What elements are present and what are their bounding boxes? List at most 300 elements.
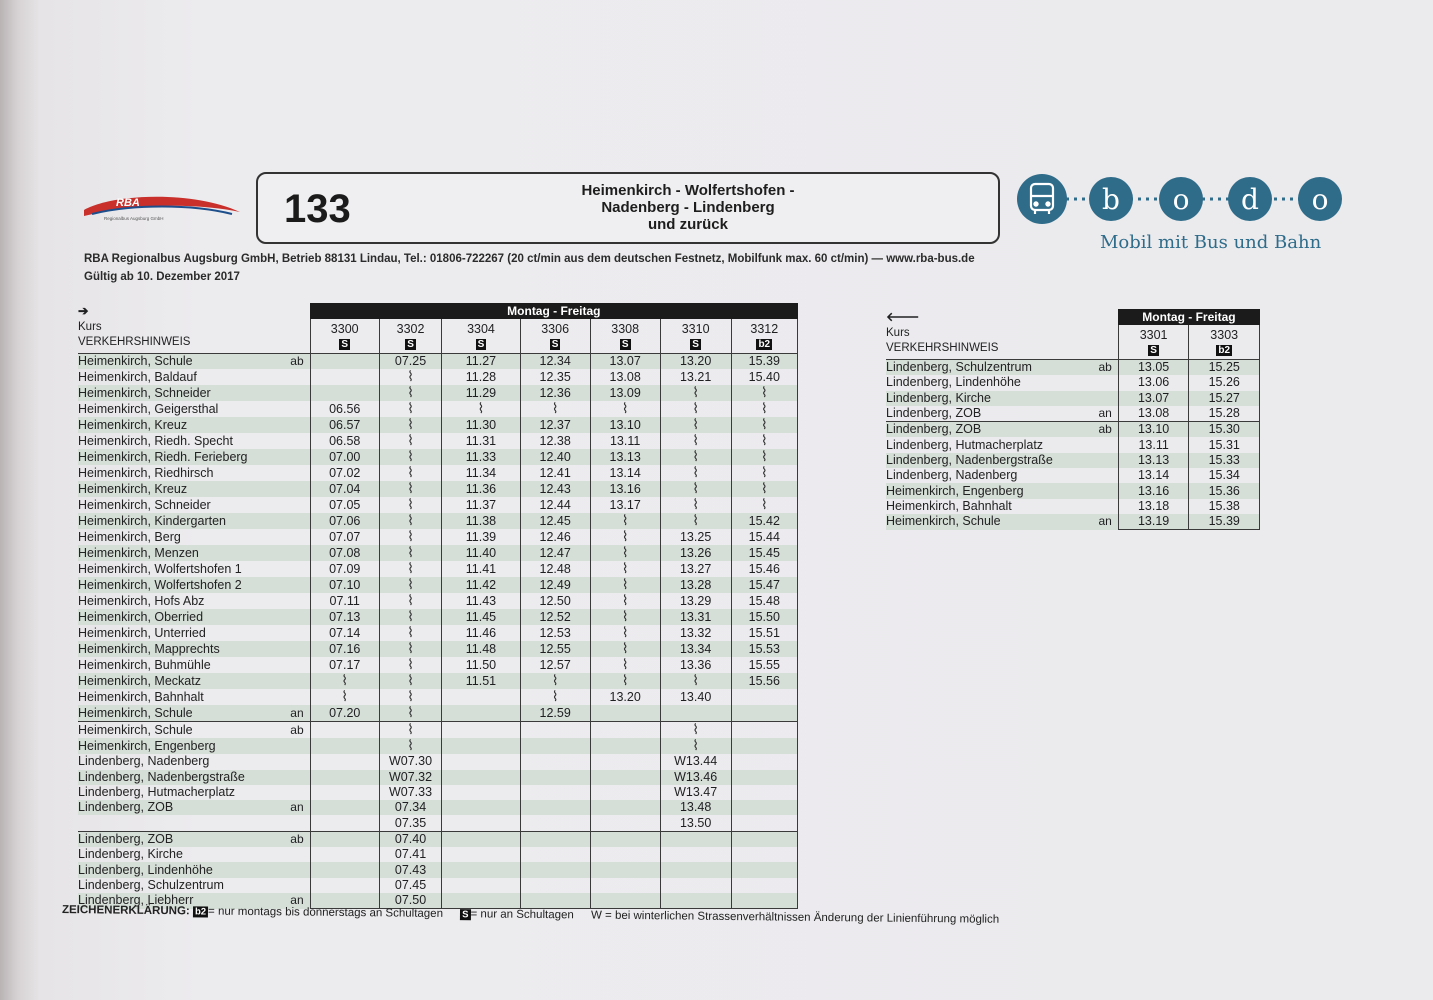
time-cell bbox=[731, 800, 797, 815]
valid-from: Gültig ab 10. Dezember 2017 bbox=[84, 271, 240, 283]
time-cell: 11.42 bbox=[442, 577, 520, 593]
time-cell: 07.05 bbox=[310, 497, 379, 513]
pass-through-icon: ⌇ bbox=[520, 673, 590, 689]
table-row bbox=[78, 705, 798, 722]
time-cell: 07.07 bbox=[310, 529, 379, 545]
time-cell bbox=[590, 705, 660, 722]
time-cell: 12.48 bbox=[520, 561, 590, 577]
table-row bbox=[886, 391, 1260, 406]
time-cell: 11.27 bbox=[442, 354, 520, 370]
arrival-departure-mark: ab bbox=[248, 722, 311, 739]
time-cell bbox=[520, 847, 590, 862]
table-row bbox=[78, 417, 798, 433]
time-cell bbox=[442, 738, 520, 754]
table-row bbox=[886, 453, 1260, 468]
time-cell: 13.06 bbox=[1118, 375, 1189, 390]
pass-through-icon: ⌇ bbox=[379, 673, 442, 689]
time-cell: 07.10 bbox=[310, 577, 379, 593]
stop-name: Heimenkirch, Schule bbox=[78, 354, 248, 370]
time-cell: 07.16 bbox=[310, 641, 379, 657]
time-cell: 11.33 bbox=[442, 449, 520, 465]
pass-through-icon: ⌇ bbox=[379, 497, 442, 513]
pass-through-icon: ⌇ bbox=[731, 385, 797, 401]
trip-number: 3303 bbox=[1210, 328, 1239, 342]
pass-through-icon: ⌇ bbox=[520, 689, 590, 705]
stop-name: Heimenkirch, Unterried bbox=[78, 625, 206, 640]
time-cell bbox=[310, 369, 379, 385]
time-cell bbox=[310, 785, 379, 800]
pass-through-icon: ⌇ bbox=[731, 465, 797, 481]
table-row bbox=[78, 831, 798, 847]
time-cell: 13.07 bbox=[1118, 391, 1189, 406]
table-row bbox=[78, 401, 798, 417]
time-cell: 07.06 bbox=[310, 513, 379, 529]
stop-name: Lindenberg, ZOB bbox=[78, 831, 248, 847]
trip-header-3304 bbox=[442, 319, 520, 354]
stop-name: Heimenkirch, Schneider bbox=[78, 385, 248, 401]
arrival-departure-mark bbox=[248, 625, 311, 641]
legend-item-b2 bbox=[193, 905, 443, 920]
stop-name: Heimenkirch, Riedh. Specht bbox=[78, 433, 233, 448]
time-cell: 07.00 bbox=[310, 449, 379, 465]
arrival-departure-mark bbox=[248, 878, 311, 893]
time-cell: 12.40 bbox=[520, 449, 590, 465]
arrival-departure-mark: ab bbox=[1053, 422, 1119, 438]
hinweis-label: VERKEHRSHINWEIS bbox=[78, 336, 191, 348]
table-row bbox=[78, 738, 798, 754]
time-cell: 15.39 bbox=[1189, 514, 1260, 530]
stop-name: Heimenkirch, Wolfertshofen 1 bbox=[78, 561, 242, 576]
arrival-departure-mark bbox=[248, 689, 311, 705]
pass-through-icon: ⌇ bbox=[731, 417, 797, 433]
time-cell bbox=[442, 878, 520, 893]
trip-header-3312 bbox=[731, 319, 797, 354]
time-cell bbox=[590, 785, 660, 800]
table-row bbox=[78, 641, 798, 657]
bodo-letter-o1: o bbox=[1172, 183, 1190, 216]
time-cell bbox=[310, 385, 379, 401]
time-cell: 13.08 bbox=[1118, 406, 1189, 422]
stop-name: Heimenkirch, Menzen bbox=[78, 545, 248, 561]
table-row bbox=[78, 369, 798, 385]
stop-name: Heimenkirch, Berg bbox=[78, 529, 181, 544]
time-cell: 15.50 bbox=[731, 609, 797, 625]
table-row bbox=[886, 483, 1260, 498]
time-cell bbox=[590, 815, 660, 831]
pass-through-icon: ⌇ bbox=[660, 722, 731, 739]
arrival-departure-mark bbox=[248, 561, 311, 577]
time-cell: 13.21 bbox=[660, 369, 731, 385]
time-cell bbox=[590, 878, 660, 893]
table-row bbox=[886, 514, 1260, 530]
table-row bbox=[78, 847, 798, 862]
time-cell: 12.52 bbox=[520, 609, 590, 625]
pass-through-icon: ⌇ bbox=[590, 401, 660, 417]
time-cell bbox=[310, 738, 379, 754]
time-cell: 11.30 bbox=[442, 417, 520, 433]
arrival-departure-mark bbox=[1053, 391, 1119, 406]
stop-name: Heimenkirch, Bahnhalt bbox=[886, 498, 1012, 513]
pass-through-icon: ⌇ bbox=[731, 433, 797, 449]
time-cell bbox=[310, 878, 379, 893]
trip-badge: S bbox=[621, 339, 629, 350]
pass-through-icon: ⌇ bbox=[590, 561, 660, 577]
time-cell bbox=[590, 738, 660, 754]
pass-through-icon: ⌇ bbox=[379, 417, 442, 433]
time-cell: 11.50 bbox=[442, 657, 520, 673]
kurs-header-row bbox=[78, 319, 798, 354]
table-row bbox=[78, 862, 798, 877]
stop-name: Heimenkirch, Engenberg bbox=[78, 738, 248, 754]
time-cell: 15.36 bbox=[1189, 483, 1260, 498]
time-cell bbox=[590, 770, 660, 785]
table-row bbox=[78, 609, 798, 625]
time-cell bbox=[660, 847, 731, 862]
table-row bbox=[78, 878, 798, 893]
arrival-departure-mark bbox=[248, 497, 311, 513]
time-cell: 11.31 bbox=[442, 433, 520, 449]
time-cell: 12.47 bbox=[520, 545, 590, 561]
pass-through-icon: ⌇ bbox=[590, 593, 660, 609]
pass-through-icon: ⌇ bbox=[660, 738, 731, 754]
time-cell bbox=[442, 815, 520, 831]
pass-through-icon: ⌇ bbox=[379, 722, 442, 739]
trip-badge: b2 bbox=[758, 339, 771, 350]
table-row bbox=[886, 360, 1260, 376]
kurs-label: Kurs bbox=[78, 321, 102, 333]
trip-header-3308 bbox=[590, 319, 660, 354]
table-row bbox=[78, 433, 798, 449]
time-cell: 15.47 bbox=[731, 577, 797, 593]
time-cell: 15.42 bbox=[731, 513, 797, 529]
stop-name: Lindenberg, Kirche bbox=[78, 847, 183, 862]
time-cell: 13.17 bbox=[590, 497, 660, 513]
route-line-3: und zurück bbox=[647, 216, 728, 233]
legend-badge-s: S bbox=[462, 909, 469, 921]
table-row bbox=[78, 770, 798, 785]
pass-through-icon: ⌇ bbox=[379, 481, 442, 497]
pass-through-icon: ⌇ bbox=[660, 481, 731, 497]
time-cell: W07.32 bbox=[379, 770, 442, 785]
time-cell bbox=[442, 893, 520, 909]
pass-through-icon: ⌇ bbox=[590, 577, 660, 593]
pass-through-icon: ⌇ bbox=[379, 657, 442, 673]
time-cell bbox=[660, 893, 731, 909]
time-cell: 12.34 bbox=[520, 354, 590, 370]
arrival-departure-mark bbox=[248, 815, 311, 831]
days-header-row bbox=[78, 303, 798, 319]
pass-through-icon: ⌇ bbox=[590, 529, 660, 545]
stop-name: Heimenkirch, Engenberg bbox=[886, 483, 1053, 498]
days-label: Montag - Freitag bbox=[1118, 309, 1259, 325]
arrival-departure-mark bbox=[1053, 468, 1119, 483]
trip-number: 3302 bbox=[396, 322, 425, 336]
time-cell: 13.13 bbox=[590, 449, 660, 465]
time-cell: 15.51 bbox=[731, 625, 797, 641]
stop-name: Lindenberg, Schulzentrum bbox=[78, 877, 224, 892]
time-cell bbox=[442, 831, 520, 847]
stop-name: Heimenkirch, Meckatz bbox=[78, 673, 248, 689]
time-cell bbox=[731, 862, 797, 877]
time-cell bbox=[731, 847, 797, 862]
legend-item-s bbox=[460, 908, 574, 921]
time-cell: 11.45 bbox=[442, 609, 520, 625]
stop-name: Heimenkirch, Schule bbox=[886, 514, 1053, 530]
table-row bbox=[78, 545, 798, 561]
pass-through-icon: ⌇ bbox=[379, 641, 442, 657]
stop-name: Heimenkirch, Riedh. Ferieberg bbox=[78, 449, 248, 464]
table-row bbox=[78, 722, 798, 739]
time-cell bbox=[660, 878, 731, 893]
time-cell: 12.55 bbox=[520, 641, 590, 657]
time-cell: W13.44 bbox=[660, 754, 731, 769]
time-cell: W13.46 bbox=[660, 770, 731, 785]
table-row bbox=[78, 497, 798, 513]
time-cell: 11.36 bbox=[442, 481, 520, 497]
time-cell: 13.27 bbox=[660, 561, 731, 577]
time-cell: 07.25 bbox=[379, 354, 442, 370]
time-cell: 11.41 bbox=[442, 561, 520, 577]
time-cell: 15.34 bbox=[1189, 468, 1260, 483]
kurs-header-row bbox=[886, 325, 1260, 360]
time-cell: 07.34 bbox=[379, 800, 442, 815]
stop-name: Lindenberg, Nadenbergstraße bbox=[78, 770, 248, 785]
stop-name: Heimenkirch, Riedhirsch bbox=[78, 465, 214, 480]
time-cell bbox=[520, 862, 590, 877]
table-row bbox=[78, 385, 798, 401]
arrival-departure-mark bbox=[248, 369, 311, 385]
time-cell bbox=[520, 893, 590, 909]
stop-name: Heimenkirch, Kreuz bbox=[78, 417, 248, 433]
bodo-letter-b: b bbox=[1102, 183, 1120, 216]
time-cell: 13.05 bbox=[1118, 360, 1189, 376]
time-cell: 15.44 bbox=[731, 529, 797, 545]
arrival-departure-mark bbox=[248, 513, 311, 529]
time-cell: 15.46 bbox=[731, 561, 797, 577]
time-cell bbox=[731, 815, 797, 831]
arrival-departure-mark bbox=[248, 738, 311, 754]
time-cell bbox=[442, 800, 520, 815]
stop-name: Lindenberg, Nadenbergstraße bbox=[886, 452, 1053, 467]
time-cell: W13.47 bbox=[660, 785, 731, 800]
time-cell: 12.43 bbox=[520, 481, 590, 497]
time-cell: 13.28 bbox=[660, 577, 731, 593]
time-cell: 13.08 bbox=[590, 369, 660, 385]
time-cell: 07.11 bbox=[310, 593, 379, 609]
pass-through-icon: ⌇ bbox=[442, 401, 520, 417]
line-number: 133 bbox=[284, 187, 351, 231]
pass-through-icon: ⌇ bbox=[660, 497, 731, 513]
pass-through-icon: ⌇ bbox=[590, 625, 660, 641]
time-cell: W07.30 bbox=[379, 754, 442, 769]
table-row bbox=[78, 673, 798, 689]
time-cell bbox=[520, 754, 590, 769]
route-line-1: Heimenkirch - Wolfertshofen - bbox=[581, 182, 795, 199]
time-cell: 11.38 bbox=[442, 513, 520, 529]
days-header-row bbox=[886, 309, 1260, 325]
time-cell: 06.56 bbox=[310, 401, 379, 417]
time-cell bbox=[590, 800, 660, 815]
stop-name: Lindenberg, Nadenberg bbox=[886, 468, 1018, 483]
time-cell: 11.46 bbox=[442, 625, 520, 641]
time-cell: 11.51 bbox=[442, 673, 520, 689]
stop-name: Heimenkirch, Schule bbox=[78, 705, 248, 722]
time-cell: 13.36 bbox=[660, 657, 731, 673]
time-cell bbox=[442, 722, 520, 739]
arrival-departure-mark bbox=[248, 847, 311, 862]
pass-through-icon: ⌇ bbox=[590, 641, 660, 657]
time-cell: 15.27 bbox=[1189, 391, 1260, 406]
time-cell bbox=[310, 770, 379, 785]
arrival-departure-mark: ab bbox=[248, 354, 311, 370]
arrival-departure-mark bbox=[1053, 499, 1119, 514]
time-cell: 15.31 bbox=[1189, 437, 1260, 452]
time-cell bbox=[310, 847, 379, 862]
time-cell: 12.37 bbox=[520, 417, 590, 433]
stop-name: Heimenkirch, Buhmühle bbox=[78, 657, 211, 672]
rba-logo-text: RBA bbox=[116, 197, 140, 209]
trip-number: 3312 bbox=[750, 322, 779, 336]
time-cell: 13.11 bbox=[590, 433, 660, 449]
time-cell: 12.35 bbox=[520, 369, 590, 385]
pass-through-icon: ⌇ bbox=[379, 529, 442, 545]
time-cell: 13.13 bbox=[1118, 453, 1189, 468]
table-row bbox=[78, 815, 798, 831]
pass-through-icon: ⌇ bbox=[379, 401, 442, 417]
time-cell bbox=[590, 722, 660, 739]
time-cell: 15.45 bbox=[731, 545, 797, 561]
arrival-departure-mark bbox=[248, 641, 311, 657]
time-cell: 07.35 bbox=[379, 815, 442, 831]
time-cell: 13.16 bbox=[590, 481, 660, 497]
time-cell bbox=[731, 770, 797, 785]
arrival-departure-mark bbox=[248, 657, 311, 673]
time-cell: 15.48 bbox=[731, 593, 797, 609]
time-cell: 15.26 bbox=[1189, 375, 1260, 390]
time-cell: 07.17 bbox=[310, 657, 379, 673]
time-cell bbox=[442, 770, 520, 785]
time-cell bbox=[590, 847, 660, 862]
time-cell: 15.56 bbox=[731, 673, 797, 689]
stop-name: Lindenberg, ZOB bbox=[78, 800, 248, 815]
stop-name: Lindenberg, ZOB bbox=[886, 406, 982, 421]
time-cell: 13.31 bbox=[660, 609, 731, 625]
arrival-departure-mark: an bbox=[248, 893, 311, 909]
pass-through-icon: ⌇ bbox=[520, 401, 590, 417]
trip-badge: S bbox=[341, 339, 349, 350]
time-cell: 11.34 bbox=[442, 465, 520, 481]
stop-name: Heimenkirch, Bahnhalt bbox=[78, 689, 204, 704]
time-cell: 11.28 bbox=[442, 369, 520, 385]
time-cell bbox=[660, 831, 731, 847]
time-cell: 12.57 bbox=[520, 657, 590, 673]
table-row bbox=[886, 468, 1260, 483]
time-cell: 11.29 bbox=[442, 385, 520, 401]
arrival-departure-mark bbox=[248, 754, 311, 769]
table-row bbox=[78, 513, 798, 529]
trip-number: 3301 bbox=[1139, 328, 1168, 342]
time-cell bbox=[731, 878, 797, 893]
time-cell: W07.33 bbox=[379, 785, 442, 800]
arrival-departure-mark bbox=[248, 401, 311, 417]
trip-number: 3310 bbox=[681, 322, 710, 336]
stop-name: Lindenberg, Schulzentrum bbox=[886, 360, 1053, 376]
time-cell: 07.43 bbox=[379, 862, 442, 877]
pass-through-icon: ⌇ bbox=[379, 593, 442, 609]
time-cell: 07.02 bbox=[310, 465, 379, 481]
rba-logo-subtext: Regionalbus Augsburg GmbH bbox=[104, 216, 164, 221]
time-cell bbox=[731, 722, 797, 739]
pass-through-icon: ⌇ bbox=[590, 673, 660, 689]
time-cell: 07.20 bbox=[310, 705, 379, 722]
table-row bbox=[78, 657, 798, 673]
table-row bbox=[78, 465, 798, 481]
trip-header-3310 bbox=[660, 319, 731, 354]
time-cell: 07.14 bbox=[310, 625, 379, 641]
time-cell: 07.40 bbox=[379, 831, 442, 847]
stop-name: Heimenkirch, Schneider bbox=[78, 497, 211, 512]
pass-through-icon: ⌇ bbox=[731, 497, 797, 513]
stop-name: Lindenberg, ZOB bbox=[886, 422, 1053, 438]
arrival-departure-mark: an bbox=[1053, 514, 1119, 530]
time-cell bbox=[731, 738, 797, 754]
time-cell: 13.14 bbox=[590, 465, 660, 481]
trip-badge: S bbox=[551, 339, 559, 350]
bodo-logo bbox=[1016, 172, 1346, 256]
time-cell: 15.53 bbox=[731, 641, 797, 657]
pass-through-icon: ⌇ bbox=[379, 433, 442, 449]
arrival-departure-mark: an bbox=[248, 705, 311, 722]
time-cell bbox=[310, 862, 379, 877]
arrival-departure-mark bbox=[248, 529, 311, 545]
time-cell: 13.10 bbox=[590, 417, 660, 433]
pass-through-icon: ⌇ bbox=[379, 561, 442, 577]
bodo-tagline: Mobil mit Bus und Bahn bbox=[1100, 232, 1322, 253]
time-cell: 15.25 bbox=[1189, 360, 1260, 376]
kurs-labels-cell bbox=[78, 319, 310, 354]
outbound-timetable bbox=[78, 303, 798, 909]
pass-through-icon: ⌇ bbox=[379, 465, 442, 481]
stop-name: Heimenkirch, Kindergarten bbox=[78, 513, 248, 529]
pass-through-icon: ⌇ bbox=[590, 657, 660, 673]
trip-badge: S bbox=[1150, 345, 1157, 356]
arrival-departure-mark bbox=[248, 385, 311, 401]
time-cell: 06.57 bbox=[310, 417, 379, 433]
time-cell bbox=[310, 354, 379, 370]
time-cell bbox=[660, 862, 731, 877]
time-cell: 15.38 bbox=[1189, 499, 1260, 514]
pass-through-icon: ⌇ bbox=[379, 705, 442, 722]
table-row bbox=[886, 406, 1260, 422]
time-cell: 13.32 bbox=[660, 625, 731, 641]
time-cell: 13.26 bbox=[660, 545, 731, 561]
pass-through-icon: ⌇ bbox=[731, 481, 797, 497]
pass-through-icon: ⌇ bbox=[590, 545, 660, 561]
table-row bbox=[78, 754, 798, 769]
stop-name: Lindenberg, Liebherr bbox=[78, 893, 248, 909]
bodo-letter-d: d bbox=[1241, 183, 1259, 216]
time-cell: 07.50 bbox=[379, 893, 442, 909]
arrival-departure-mark bbox=[1053, 453, 1119, 468]
time-cell bbox=[442, 785, 520, 800]
time-cell: 13.34 bbox=[660, 641, 731, 657]
stop-name: Heimenkirch, Mapprechts bbox=[78, 641, 248, 657]
arrival-departure-mark bbox=[248, 770, 311, 785]
table-row bbox=[78, 449, 798, 465]
legend-text-b2: = nur montags bis donnerstags an Schultagen bbox=[208, 905, 444, 920]
table-row bbox=[78, 529, 798, 545]
table-row bbox=[78, 593, 798, 609]
